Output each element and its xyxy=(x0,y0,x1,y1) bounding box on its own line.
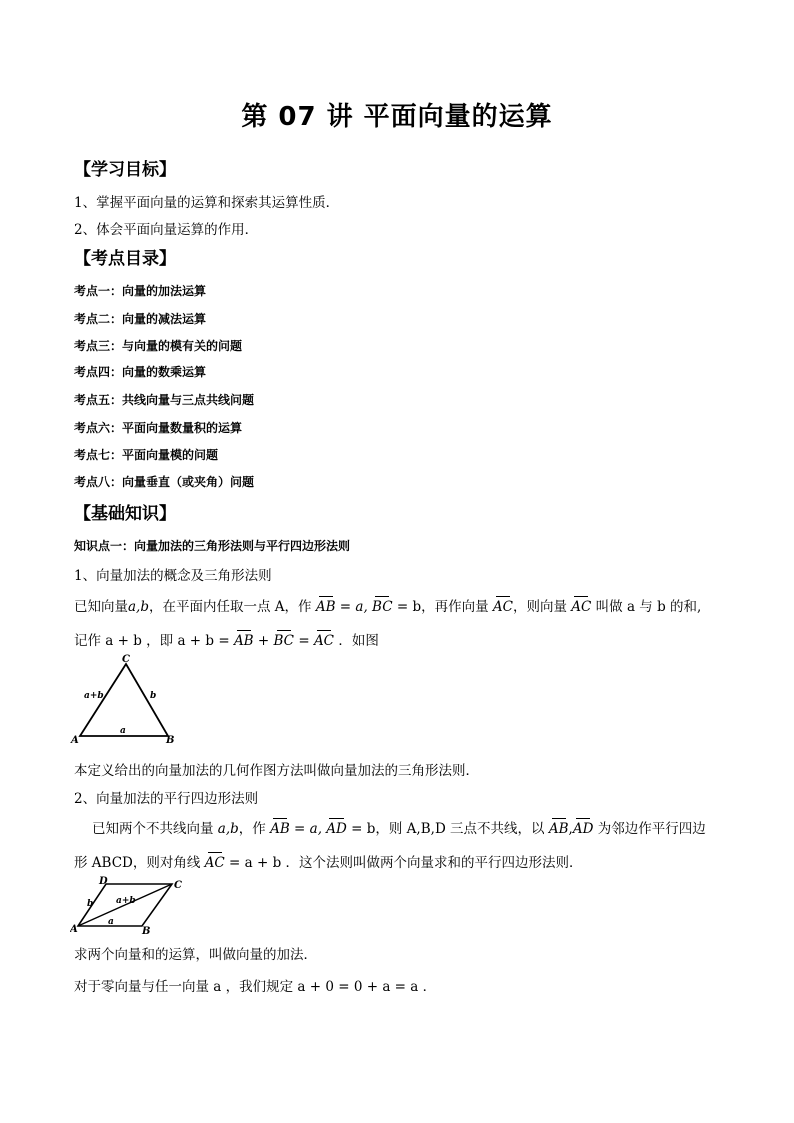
vector-label: AB xyxy=(270,821,290,837)
toc-item: 考点五：共线向量与三点共线问题 xyxy=(74,393,255,407)
triangle-diagram xyxy=(70,652,185,744)
vector-label: AC xyxy=(492,599,513,615)
paragraph-line: 已知两个不共线向量 a,b，作 AB = a, AD = b，则 A,B,D 三点不共线，以 AB,AD 为邻边作平行四边 xyxy=(92,821,706,837)
toc-item: 考点七：平面向量模的问题 xyxy=(74,448,219,462)
parallelogram-diagram xyxy=(70,874,185,934)
label-a: A xyxy=(71,735,79,744)
vector-label: AC xyxy=(313,633,335,649)
label-a-plus-b: a+b xyxy=(84,691,104,701)
knowledge-point-title: 知识点一：向量加法的三角形法则与平行四边形法则 xyxy=(74,539,351,553)
objective-item: 2、体会平面向量运算的作用． xyxy=(74,222,259,238)
math-expression: a,b xyxy=(217,821,239,837)
toc-item: 考点二：向量的减法运算 xyxy=(74,312,207,326)
toc-item: 考点一：向量的加法运算 xyxy=(74,284,207,298)
paragraph-line: 对于零向量与任一向量 a ，我们规定 a + 0 = 0 + a = a ． xyxy=(74,979,437,995)
toc-item: 考点三：与向量的模有关的问题 xyxy=(74,339,243,353)
toc-item: 考点八：向量垂直（或夹角）问题 xyxy=(74,475,255,489)
vector-label: AC xyxy=(571,599,592,615)
label-b: B xyxy=(166,735,175,744)
toc-item: 考点六：平面向量数量积的运算 xyxy=(74,421,243,435)
label-a: A xyxy=(70,924,78,934)
subheading: 1、向量加法的概念及三角形法则 xyxy=(74,568,272,584)
paragraph-line: 记作 a + b ，即 a + b = AB + BC = AC ．如图 xyxy=(74,633,379,649)
label-d: D xyxy=(99,876,108,887)
paragraph-line: 形 ABCD，则对角线 AC = a + b ．这个法则叫做两个向量求和的平行四边形法则． xyxy=(74,855,583,871)
math-expression: a,b xyxy=(128,599,149,615)
vector-label: AD xyxy=(326,821,347,837)
vector-label: AD xyxy=(572,821,594,837)
objectives-heading: 【学习目标】 xyxy=(74,160,176,180)
subheading: 2、向量加法的平行四边形法则 xyxy=(74,791,259,807)
label-vector-a: a xyxy=(108,917,114,927)
label-vector-a: a xyxy=(120,726,126,736)
vector-label: BC xyxy=(273,633,295,649)
label-c: C xyxy=(174,880,182,891)
label-b: B xyxy=(142,926,151,934)
vector-label: AC xyxy=(204,855,225,871)
vector-label: AB xyxy=(315,599,336,615)
paragraph-line: 已知向量a,b，在平面内任取一点 A，作 AB = a, BC = b，再作向量 AC，则向量 AC 叫做 a 与 b 的和, xyxy=(74,599,702,615)
label-vector-b: b xyxy=(87,899,94,909)
label-c: C xyxy=(122,654,130,665)
label-a-plus-b: a+b xyxy=(116,896,136,906)
basics-heading: 【基础知识】 xyxy=(74,504,176,524)
vector-label: BC xyxy=(372,599,393,615)
objective-item: 1、掌握平面向量的运算和探索其运算性质． xyxy=(74,195,340,211)
label-vector-b: b xyxy=(150,691,157,701)
paragraph-line: 本定义给出的向量加法的几何作图方法叫做向量加法的三角形法则． xyxy=(74,763,479,779)
paragraph-line: 求两个向量和的运算，叫做向量的加法． xyxy=(74,947,317,963)
vector-label: AB xyxy=(548,821,569,837)
vector-label: AB xyxy=(233,633,254,649)
page-title: 第 07 讲 平面向量的运算 xyxy=(241,102,553,132)
toc-heading: 【考点目录】 xyxy=(74,249,176,269)
toc-item: 考点四：向量的数乘运算 xyxy=(74,365,207,379)
